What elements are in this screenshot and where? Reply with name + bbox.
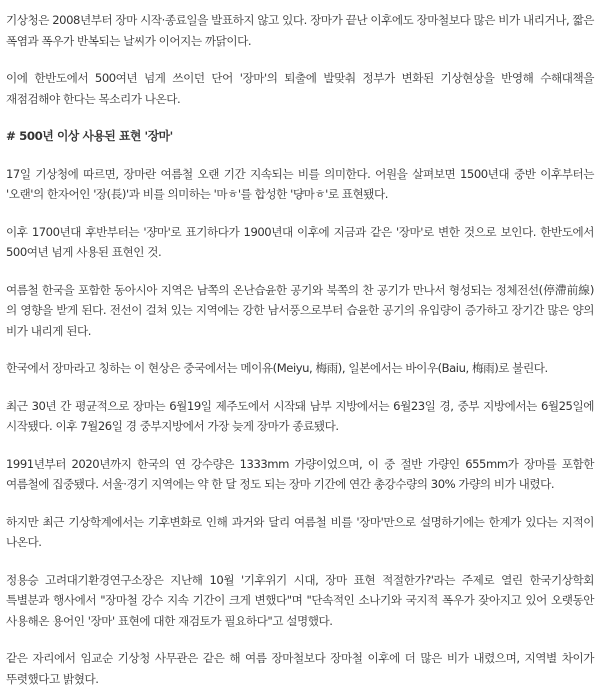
section-heading: # 500년 이상 사용된 표현 '장마' [6,129,173,143]
paragraph-official-remarks: 같은 자리에서 임교순 기상청 사무관은 같은 해 여름 장마철보다 장마철 이후에 더 많은 비가 내렸으며, 지역별 차이가 뚜렷했다고 밝혔다. [6,651,594,686]
paragraph-spelling-history: 이후 1700년대 후반부터는 '쟝마'로 표기하다가 1900년대 이후에 지금과 같은 '장마'로 변한 것으로 보인다. 한반도에서 500여년 넘게 사용된 표현인 것. [6,224,594,259]
paragraph-30-year-average: 최근 30년 간 평균적으로 장마는 6월19일 제주도에서 시작돼 남부 지방에서는 6월23일 경, 중부 지방에서는 6월25일에 시작됐다. 이후 7월26일 경 중부지방에서 가장 늦게 장마가 종료됐다. [6,398,594,433]
paragraph-precipitation-stats: 1991년부터 2020년까지 한국의 연 강수량은 1333mm 가량이었으며, 이 중 절반 가량인 655mm가 장마를 포함한 여름철에 집중됐다. 서울·경기 지역에는 약 한 달 정도 되는 장마 기간에 연간 총강수량의 30% 가량의 비가 내렸다. [6,456,594,491]
paragraph-expert-quote: 정용승 고려대기환경연구소장은 지난해 10월 '기후위기 시대, 장마 표현 적절한가?'라는 주제로 열린 한국기상학회 특별분과 행사에서 "장마철 강수 지속 기간이 크게 변했다"며 "단속적인 소나기와 국지적 폭우가 잦아지고 있어 오랫동안 사용해온 용어인 '장마' 표현에 대한 재검토가 필요하다"고 설명했다. [6,572,594,628]
paragraph-etymology: 17일 기상청에 따르면, 장마란 여름철 오랜 기간 지속되는 비를 의미한다. 어원을 살펴보면 1500년대 중반 이후부터는 '오랜'의 한자어인 '장(長)'과 비를 의미하는 '마ㅎ'를 합성한 '댱마ㅎ'로 표현됐다. [6,166,594,201]
paragraph-stationary-front: 여름철 한국을 포함한 동아시아 지역은 남쪽의 온난습윤한 공기와 북쪽의 찬 공기가 만나서 형성되는 정체전선(停滯前線)의 영향을 받게 된다. 전선이 걸쳐 있는 지역에는 강한 남서풍으로부터 습윤한 공기의 유입량이 증가하고 장기간 많은 양의 비가 내리게 된다. [6,282,594,338]
paragraph-climate-change-limits: 하지만 최근 기상학계에서는 기후변화로 인해 과거와 달리 여름철 비를 '장마'만으로 설명하기에는 한계가 있다는 지적이 나온다. [6,514,594,549]
paragraph-rainy-season-announcement: 기상청은 2008년부터 장마 시작·종료일을 발표하지 않고 있다. 장마가 끝난 이후에도 장마철보다 많은 비가 내리거나, 짧은 폭염과 폭우가 반복되는 날씨가 이어지는 까닭이다. [6,13,594,48]
paragraph-regional-names: 한국에서 장마라고 칭하는 이 현상은 중국에서는 메이유(Meiyu, 梅雨), 일본에서는 바이우(Baiu, 梅雨)로 불린다. [6,361,548,375]
paragraph-policy-call: 이에 한반도에서 500여년 넘게 쓰이던 단어 '장마'의 퇴출에 발맞춰 정부가 변화된 기상현상을 반영해 수해대책을 재점검해야 한다는 목소리가 나온다. [6,71,594,106]
